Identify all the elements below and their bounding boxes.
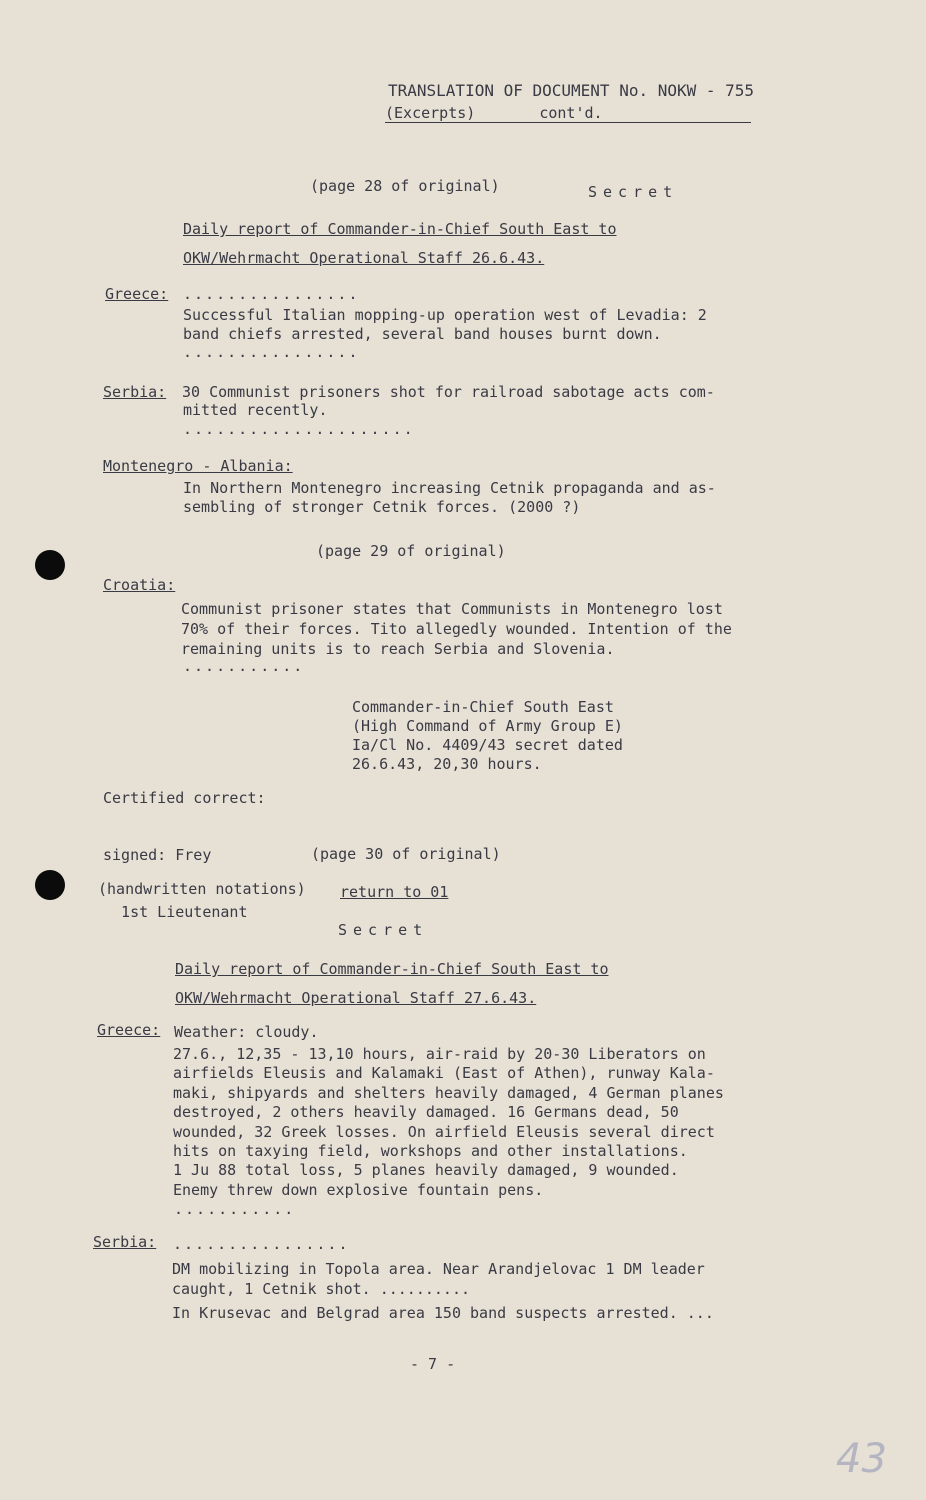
text-line: destroyed, 2 others heavily damaged. 16 Germans dead, 50	[173, 1103, 679, 1122]
weather-text: Weather: cloudy.	[174, 1023, 319, 1041]
text-line: DM mobilizing in Topola area. Near Arandjelovac 1 DM leader	[172, 1260, 705, 1278]
text-line: Ia/Cl No. 4409/43 secret dated	[352, 736, 623, 754]
text-line: Successful Italian mopping-up operation west of Levadia: 2	[183, 306, 707, 324]
ellipsis-dots: ...........	[174, 1200, 296, 1218]
text-line: (High Command of Army Group E)	[352, 717, 623, 735]
text-line: sembling of stronger Cetnik forces. (2000 ?)	[183, 498, 581, 516]
text-line: Enemy threw down explosive fountain pens.	[173, 1180, 544, 1199]
section-label-greece: Greece:	[97, 1021, 161, 1039]
classification-secret: Secret	[338, 921, 429, 939]
croatia-paragraph	[181, 599, 732, 659]
greece-paragraph	[183, 306, 707, 344]
text-line: 26.6.43, 20,30 hours.	[352, 755, 542, 773]
ellipsis-dots: .....................	[183, 420, 415, 438]
excerpts-label: (Excerpts)	[385, 104, 476, 122]
section-label-serbia: Serbia:	[93, 1233, 157, 1251]
page-reference: (page 29 of original)	[316, 542, 506, 560]
text-line: maki, shipyards and shelters heavily damaged, 4 German planes	[173, 1083, 724, 1102]
ellipsis-dots: ................	[183, 343, 360, 361]
report-title: OKW/Wehrmacht Operational Staff 26.6.43.	[183, 249, 545, 267]
text-line: In Northern Montenegro increasing Cetnik propaganda and as-	[183, 479, 716, 497]
section-label-montenegro-albania: Montenegro - Albania:	[103, 457, 293, 475]
serbia-paragraph	[172, 1259, 714, 1323]
text-line: Certified correct:	[103, 789, 266, 807]
page-number: - 7 -	[410, 1355, 456, 1373]
document-header-title: TRANSLATION OF DOCUMENT No. NOKW - 755	[388, 81, 755, 100]
text-line: wounded, 32 Greek losses. On airfield Eleusis several direct	[173, 1122, 715, 1141]
punch-hole	[35, 870, 65, 900]
ellipsis-dots: ................	[173, 1235, 350, 1253]
text-line: 1 Ju 88 total loss, 5 planes heavily damaged, 9 wounded.	[173, 1161, 679, 1180]
text-line: remaining units is to reach Serbia and Slovenia.	[181, 640, 615, 658]
text-line: airfields Eleusis and Kalamaki (East of Athen), runway Kala-	[173, 1064, 715, 1083]
classification-secret: Secret	[588, 183, 679, 201]
text-line: Communist prisoner states that Communists in Montenegro lost	[181, 600, 723, 618]
report-title: Daily report of Commander-in-Chief South East to	[183, 220, 617, 238]
text-line: band chiefs arrested, several band houses burnt down.	[183, 325, 662, 343]
report-title: Daily report of Commander-in-Chief South East to	[175, 960, 609, 978]
text-line: 70% of their forces. Tito allegedly wounded. Intention of the	[181, 620, 732, 638]
section-label-greece: Greece:	[105, 285, 169, 303]
page-reference: (page 30 of original)	[311, 845, 501, 863]
greece-paragraph	[173, 1045, 724, 1200]
contd-label: cont'd.	[539, 104, 603, 122]
text-line: 1st Lieutenant	[103, 903, 248, 921]
certification-block	[103, 751, 266, 960]
text-line: Commander-in-Chief South East	[352, 698, 614, 716]
signature-block	[352, 698, 623, 774]
section-label-croatia: Croatia:	[103, 576, 176, 594]
ellipsis-dots: ................	[183, 285, 360, 303]
return-note: return to 01	[340, 883, 449, 901]
serbia-text: mitted recently.	[183, 401, 328, 419]
ellipsis-dots: ...........	[183, 657, 305, 675]
folio-number: 43	[836, 1436, 887, 1482]
text-line: hits on taxying field, workshops and other installations.	[173, 1142, 688, 1161]
serbia-text: 30 Communist prisoners shot for railroad sabotage acts com-	[182, 383, 715, 401]
text-line: caught, 1 Cetnik shot. ..........	[172, 1280, 471, 1298]
section-label-serbia: Serbia:	[103, 383, 167, 401]
document-header-subtitle	[385, 104, 751, 123]
text-line: In Krusevac and Belgrad area 150 band suspects arrested. ...	[172, 1304, 714, 1322]
handwritten-notation: (handwritten notations)	[98, 880, 306, 898]
report-title: OKW/Wehrmacht Operational Staff 27.6.43.	[175, 989, 537, 1007]
page-reference: (page 28 of original)	[310, 177, 500, 195]
montenegro-paragraph	[183, 479, 716, 517]
text-line: signed: Frey	[103, 846, 212, 864]
text-line: 27.6., 12,35 - 13,10 hours, air-raid by 20-30 Liberators on	[173, 1045, 706, 1063]
punch-hole	[35, 550, 65, 580]
